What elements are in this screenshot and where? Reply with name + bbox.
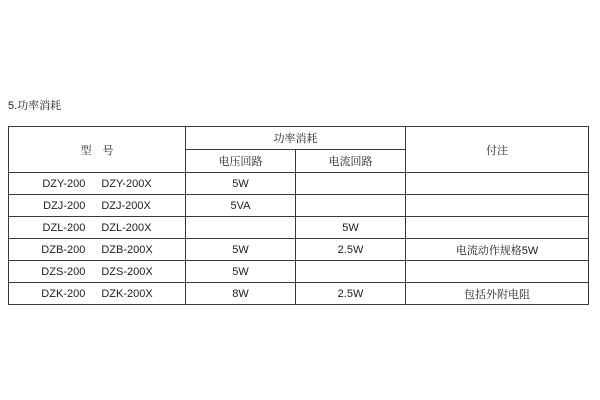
cell-note: 电流动作规格5W: [406, 239, 589, 261]
cell-note: [406, 217, 589, 239]
cell-model: [9, 283, 186, 305]
cell-voltage-circuit: 5W: [186, 173, 296, 195]
cell-voltage-circuit: 5W: [186, 261, 296, 283]
section-title: 5.功率消耗: [8, 100, 62, 112]
cell-current-circuit: 2.5W: [296, 283, 406, 305]
col-header-current-circuit: 电流回路: [296, 150, 406, 173]
cell-current-circuit: [296, 261, 406, 283]
col-header-power-group: 功率消耗: [186, 127, 406, 150]
model-variant-name: DZS-200X: [101, 265, 153, 278]
table-row: [9, 283, 589, 305]
cell-note: [406, 261, 589, 283]
table-row: [9, 195, 589, 217]
cell-current-circuit: [296, 173, 406, 195]
model-variant-name: DZB-200X: [101, 243, 153, 256]
cell-note: [406, 195, 589, 217]
model-variant-name: DZL-200X: [101, 221, 152, 234]
cell-current-circuit: 5W: [296, 217, 406, 239]
model-name: DZY-200: [42, 177, 86, 190]
cell-model: [9, 217, 186, 239]
cell-note: 包括外附电阻: [406, 283, 589, 305]
model-variant-name: DZY-200X: [101, 177, 152, 190]
cell-model: [9, 261, 186, 283]
cell-note: [406, 173, 589, 195]
cell-voltage-circuit: 8W: [186, 283, 296, 305]
col-header-voltage-circuit: 电压回路: [186, 150, 296, 173]
table-header: [9, 127, 589, 173]
model-variant-name: DZK-200X: [101, 287, 153, 300]
cell-voltage-circuit: 5W: [186, 239, 296, 261]
cell-model: [9, 239, 186, 261]
col-header-notes: 付注: [406, 127, 589, 173]
table-row: [9, 217, 589, 239]
cell-current-circuit: 2.5W: [296, 239, 406, 261]
model-name: DZB-200: [41, 243, 86, 256]
cell-model: [9, 195, 186, 217]
model-name: DZS-200: [41, 265, 86, 278]
table-row: [9, 173, 589, 195]
cell-voltage-circuit: 5VA: [186, 195, 296, 217]
cell-model: [9, 173, 186, 195]
model-name: DZK-200: [41, 287, 86, 300]
model-variant-name: DZJ-200X: [101, 199, 151, 212]
cell-voltage-circuit: [186, 217, 296, 239]
table-row: [9, 239, 589, 261]
col-header-model: 型 号: [9, 127, 186, 173]
cell-current-circuit: [296, 195, 406, 217]
table-row: [9, 261, 589, 283]
power-consumption-table: [8, 126, 589, 305]
table-body: [9, 173, 589, 305]
model-name: DZL-200: [42, 221, 86, 234]
model-name: DZJ-200: [43, 199, 86, 212]
header-row-top: [9, 127, 589, 150]
